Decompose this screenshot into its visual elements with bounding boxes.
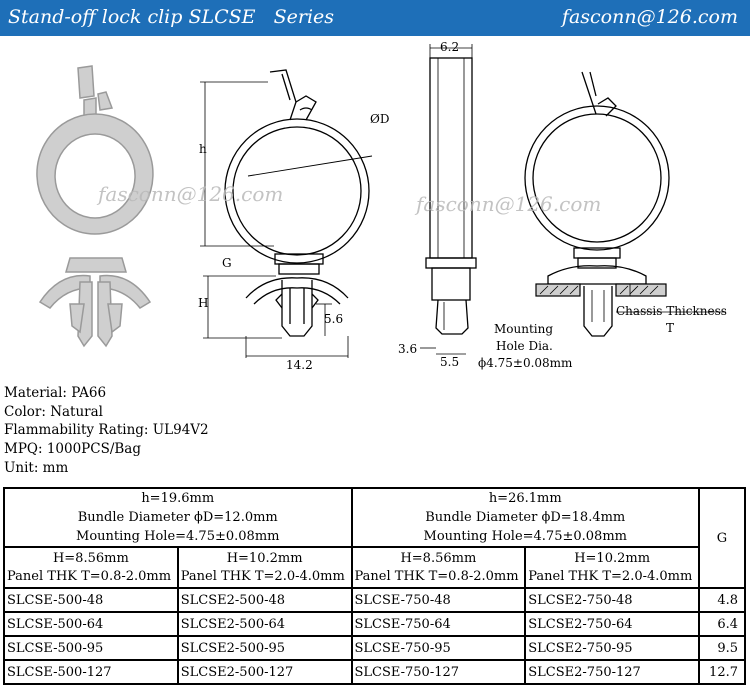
sub-header-1-h: H=8.56mm [52,550,129,566]
table-cell: SLCSE-750-95 [352,636,526,660]
g-value-cell: 4.8 [699,588,745,612]
dim-5-6-label: 5.6 [324,312,344,326]
technical-drawing [0,36,750,376]
dim-g-label: G [222,256,232,270]
dim-3-6-label: 3.6 [398,342,418,356]
table-row [4,660,745,684]
group-header-26-1 [352,488,700,547]
table-cell: SLCSE-750-64 [352,612,526,636]
group-1-hole: Mounting Hole=4.75±0.08mm [76,529,280,544]
dim-5-5-label: 5.5 [440,355,460,369]
sub-header-1-panel: Panel THK T=0.8-2.0mm [7,568,172,584]
sub-header-4-panel: Panel THK T=2.0-4.0mm [528,568,693,584]
sub-header-3-h: H=8.56mm [400,550,477,566]
table-cell: SLCSE-500-64 [4,612,178,636]
spec-unit: Unit: mm [4,459,69,476]
table-cell: SLCSE2-750-48 [525,588,699,612]
drawing-svg [0,36,750,376]
table-cell: SLCSE2-500-48 [178,588,352,612]
dim-6-2-label: 6.2 [440,40,460,54]
table-cell: SLCSE-500-127 [4,660,178,684]
spec-mpq: MPQ: 1000PCS/Bag [4,441,141,458]
spec-flammability: Flammability Rating: UL94V2 [4,422,209,439]
sub-header-1 [4,547,178,588]
group-header-19-6 [4,488,352,547]
group-1-h: h=19.6mm [141,491,215,506]
table-cell: SLCSE-500-95 [4,636,178,660]
watermark-left: fasconn@126.com [98,182,284,206]
table-cell: SLCSE-500-48 [4,588,178,612]
table-cell: SLCSE-750-127 [352,660,526,684]
group-2-bundle: Bundle Diameter ϕD=18.4mm [425,510,626,525]
dim-14-2-label: 14.2 [286,358,313,372]
hole-value-label: ϕ4.75±0.08mm [478,356,573,370]
table-cell: SLCSE2-750-127 [525,660,699,684]
g-value-cell: 6.4 [699,612,745,636]
table-cell: SLCSE2-750-95 [525,636,699,660]
watermark-right: fasconn@126.com [416,192,602,216]
g-column-header: G [699,488,745,588]
title-banner [0,0,750,36]
sub-header-2 [178,547,352,588]
table-cell: SLCSE2-500-127 [178,660,352,684]
table-sub-header-row [4,547,745,588]
chassis-t-label: T [666,321,675,335]
table-cell: SLCSE2-500-64 [178,612,352,636]
group-2-hole: Mounting Hole=4.75±0.08mm [423,529,627,544]
group-1-bundle: Bundle Diameter ϕD=12.0mm [77,510,278,525]
sub-header-3-panel: Panel THK T=0.8-2.0mm [354,568,519,584]
hole-dia-label: Hole Dia. [496,339,553,353]
sub-header-2-panel: Panel THK T=2.0-4.0mm [180,568,345,584]
dim-H-label: H [198,296,209,310]
table-cell: SLCSE2-750-64 [525,612,699,636]
dim-h-label: h [199,142,207,156]
part-number-table [3,487,746,685]
sub-header-4 [525,547,699,588]
table-cell: SLCSE2-500-95 [178,636,352,660]
product-photo [37,66,153,346]
sub-header-3 [352,547,526,588]
sub-header-2-h: H=10.2mm [226,550,303,566]
chassis-panel [536,284,666,296]
page-title: Stand-off lock clip SLCSE Series [8,6,335,28]
spec-material: Material: PA66 [4,385,107,401]
g-value-cell: 12.7 [699,660,745,684]
spec-color: Color: Natural [4,403,103,420]
table-row [4,588,745,612]
dim-d-label: ØD [370,112,390,126]
spec-list [4,384,209,478]
mounting-label: Mounting [494,322,554,336]
chassis-thickness-label: Chassis Thickness [616,304,727,318]
contact-email: fasconn@126.com [561,6,738,28]
sub-header-4-h: H=10.2mm [574,550,651,566]
table-group-header-row [4,488,745,547]
group-2-h: h=26.1mm [488,491,562,506]
table-cell: SLCSE-750-48 [352,588,526,612]
table-row [4,612,745,636]
table-row [4,636,745,660]
g-value-cell: 9.5 [699,636,745,660]
